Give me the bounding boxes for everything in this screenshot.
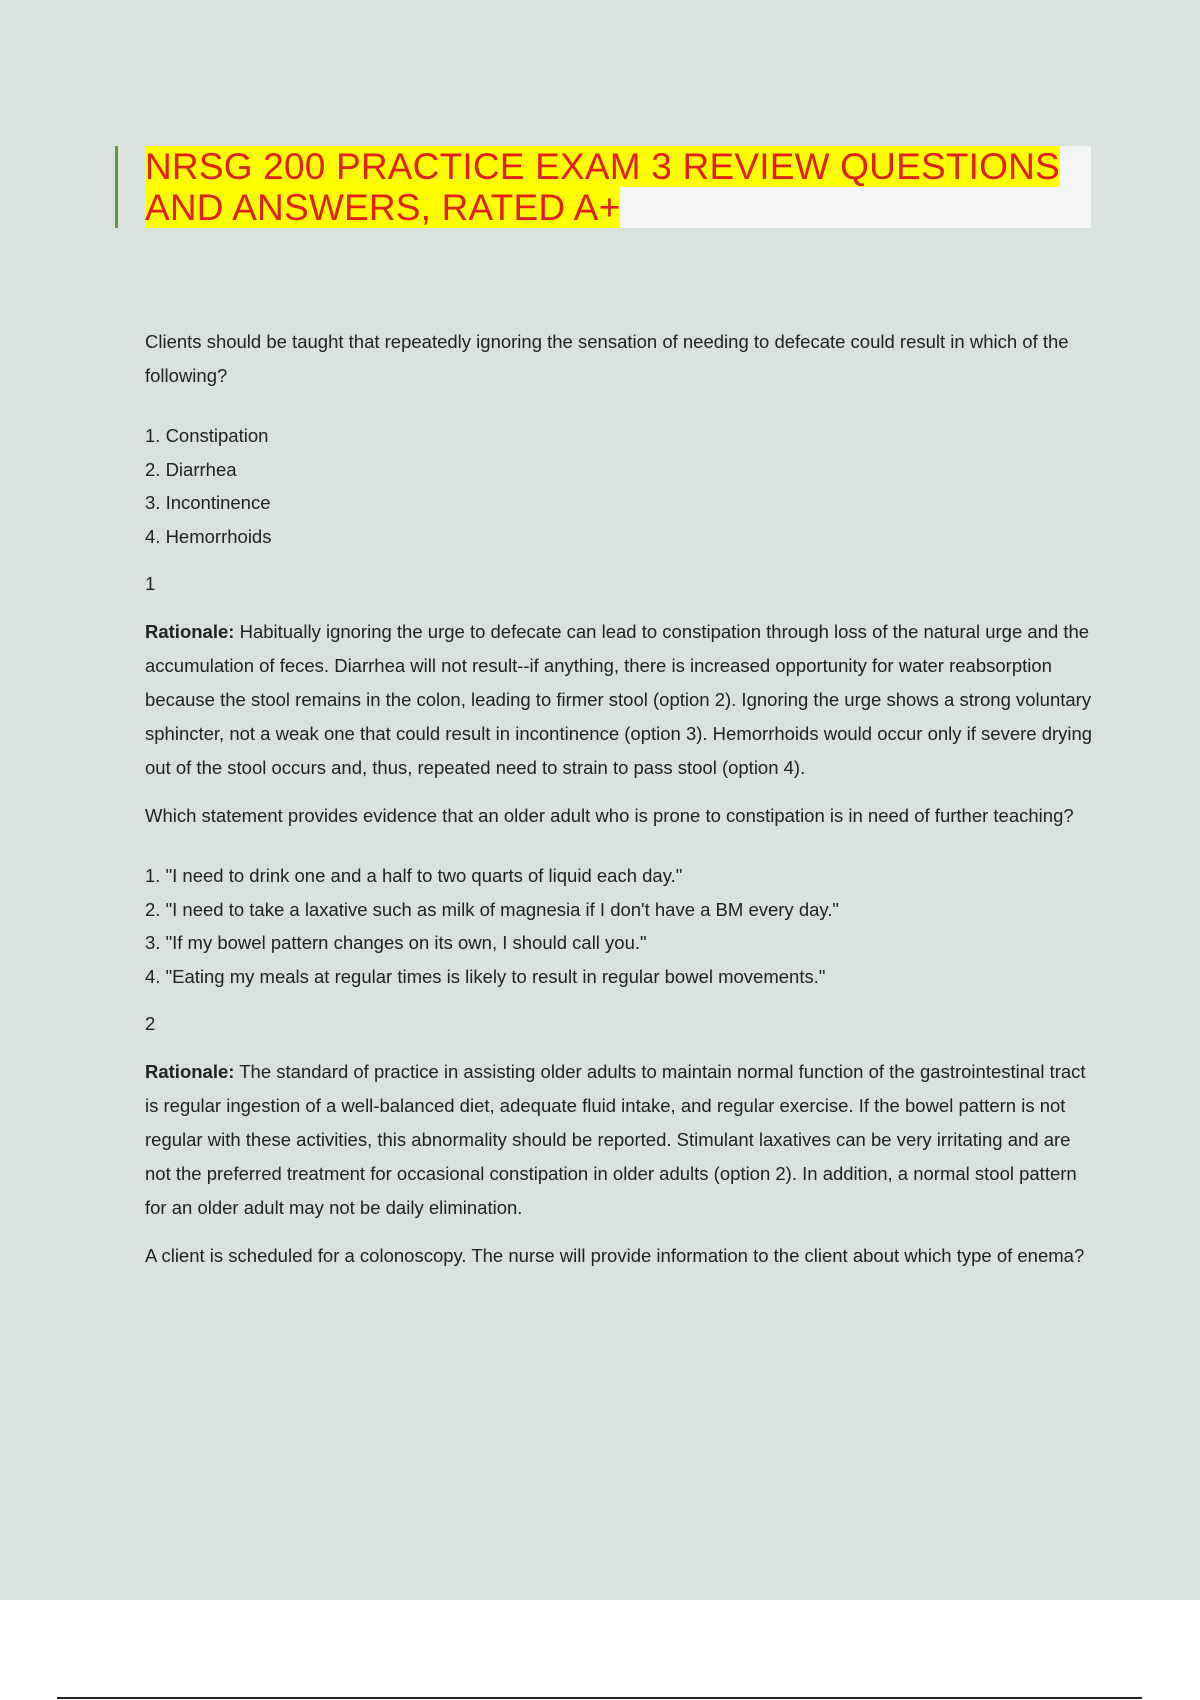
- document-body: [145, 325, 1095, 1273]
- question-1-option-1: 1. Constipation: [145, 425, 269, 446]
- question-2-options: [145, 859, 1095, 993]
- title-highlight: NRSG 200 PRACTICE EXAM 3 REVIEW QUESTIONS AND ANSWERS, RATED A+: [145, 146, 1060, 228]
- question-2-rationale-label: Rationale:: [145, 1061, 235, 1082]
- question-2-option-3: 3. "If my bowel pattern changes on its own, I should call you.": [145, 932, 647, 953]
- question-2-rationale-text: The standard of practice in assisting older adults to maintain normal function of the gastrointestinal tract is regular ingestion of a well-balanced diet, adequate fluid intake, and regular exercise. If the bowel pattern is not regular with these activities, this abnormality should be reported. Stimulant laxatives can be very irritating and are not the preferred treatment for occasional constipation in older adults (option 2). In addition, a normal stool pattern for an older adult may not be daily elimination.: [145, 1061, 1086, 1218]
- question-1-option-3: 3. Incontinence: [145, 492, 271, 513]
- question-1-rationale-text: Habitually ignoring the urge to defecate can lead to constipation through loss of the natural urge and the accumulation of feces. Diarrhea will not result--if anything, there is increased opportunity for water reabsorption because the stool remains in the colon, leading to firmer stool (option 2). Ignoring the urge shows a strong voluntary sphincter, not a weak one that could result in incontinence (option 3). Hemorrhoids would occur only if severe drying out of the stool occurs and, thus, repeated need to strain to pass stool (option 4).: [145, 621, 1093, 778]
- question-1-rationale-label: Rationale:: [145, 621, 235, 642]
- question-3-prompt: A client is scheduled for a colonoscopy. The nurse will provide information to the client about which type of enema?: [145, 1245, 1085, 1266]
- document-title: [145, 146, 1091, 228]
- question-1-rationale: [145, 615, 1095, 785]
- title-accent-bar: [115, 146, 118, 228]
- question-1-option-4: 4. Hemorrhoids: [145, 525, 272, 547]
- footer-divider: [57, 1697, 1142, 1699]
- question-1-options: [145, 419, 1095, 553]
- question-2-rationale: [145, 1055, 1095, 1225]
- question-1-option-2: 2. Diarrhea: [145, 458, 237, 480]
- question-2-option-4: 4. "Eating my meals at regular times is likely to result in regular bowel movements.": [145, 965, 826, 987]
- question-2-prompt: Which statement provides evidence that an older adult who is prone to constipation is in need of further teaching?: [145, 805, 1074, 826]
- question-2-option-1: 1. "I need to drink one and a half to two quarts of liquid each day.": [145, 865, 683, 886]
- title-block: [145, 146, 1091, 228]
- question-2-answer: 2: [145, 1013, 156, 1034]
- question-1-answer: 1: [145, 573, 156, 594]
- question-1-prompt: Clients should be taught that repeatedly ignoring the sensation of needing to defecate could result in which of the following?: [145, 331, 1069, 386]
- question-2-option-2: 2. "I need to take a laxative such as milk of magnesia if I don't have a BM every day.": [145, 898, 839, 920]
